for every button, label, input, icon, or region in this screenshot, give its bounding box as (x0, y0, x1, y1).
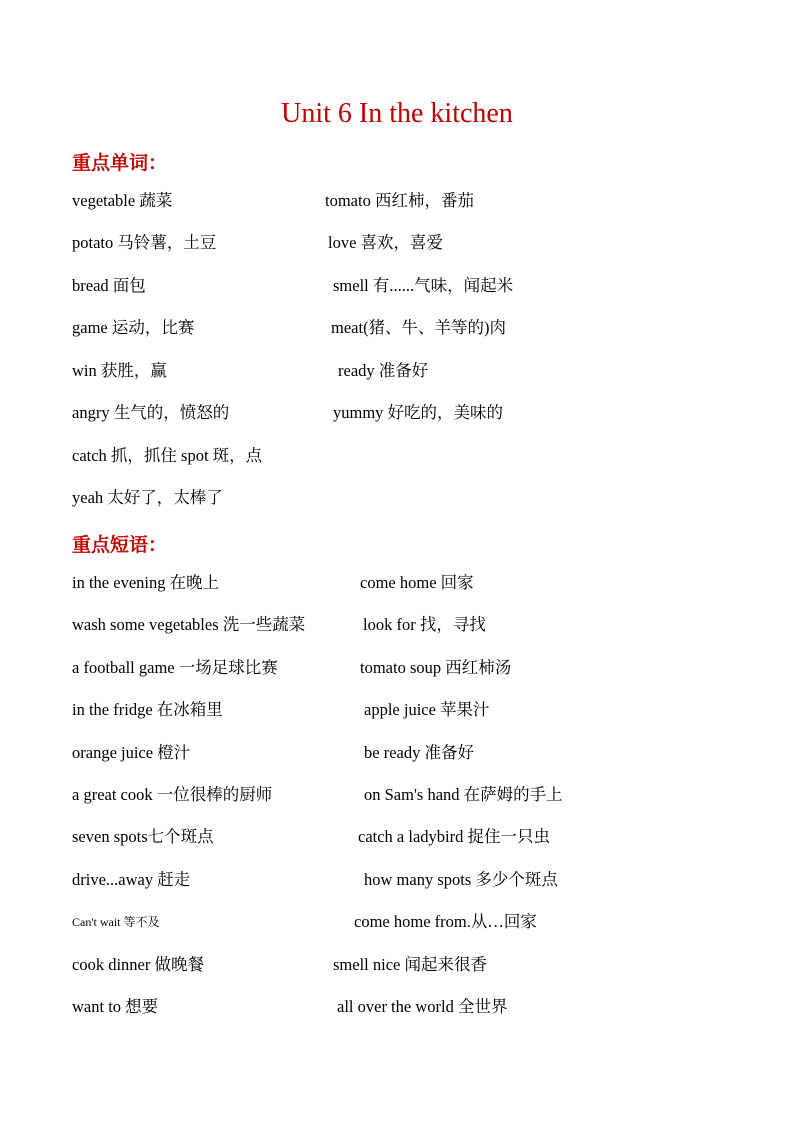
word-row (0, 189, 794, 213)
phrase-left: Can't wait 等不及 (72, 915, 160, 929)
phrase-right: on Sam's hand 在萨姆的手上 (364, 785, 563, 804)
word-left: yeah 太好了，太棒了 (72, 488, 223, 507)
phrase-row (0, 571, 794, 595)
phrase-left: a football game 一场足球比赛 (72, 658, 278, 677)
word-row (0, 274, 794, 298)
phrase-row (0, 741, 794, 765)
phrase-row (0, 910, 794, 934)
phrase-row (0, 656, 794, 680)
word-left: bread 面包 (72, 276, 146, 295)
phrase-left: orange juice 橙汁 (72, 743, 191, 762)
phrase-row (0, 868, 794, 892)
phrase-right: apple juice 苹果汁 (364, 700, 490, 719)
word-right: love 喜欢，喜爱 (328, 233, 444, 252)
phrase-row (0, 698, 794, 722)
word-right: smell 有......气味，闻起米 (333, 276, 514, 295)
phrase-left: seven spots七个斑点 (72, 827, 214, 846)
phrase-right: tomato soup 西红柿汤 (360, 658, 512, 677)
phrase-left: drive...away 赶走 (72, 870, 191, 889)
page-title: Unit 6 In the kitchen (281, 98, 513, 129)
phrase-row (0, 825, 794, 849)
word-left: potato 马铃薯，土豆 (72, 233, 217, 252)
word-row (0, 401, 794, 425)
phrase-right: smell nice 闻起来很香 (333, 955, 487, 974)
phrase-right: be ready 准备好 (364, 743, 474, 762)
phrase-row (0, 783, 794, 807)
phrases-heading: 重点短语： (72, 534, 168, 556)
phrase-left: want to 想要 (72, 997, 159, 1016)
phrase-right: how many spots 多少个斑点 (364, 870, 558, 889)
word-row (0, 231, 794, 255)
phrase-row (0, 613, 794, 637)
words-heading: 重点单词： (72, 152, 168, 174)
word-right: meat(猪、牛、羊等的)肉 (331, 318, 507, 337)
word-right: yummy 好吃的，美味的 (333, 403, 504, 422)
word-left: vegetable 蔬菜 (72, 191, 173, 210)
phrase-right: come home 回家 (360, 573, 474, 592)
word-left: catch 抓，抓住 spot 斑，点 (72, 446, 263, 465)
phrase-row (0, 995, 794, 1019)
word-left: angry 生气的，愤怒的 (72, 403, 230, 422)
phrase-left: a great cook 一位很棒的厨师 (72, 785, 273, 804)
word-row (0, 486, 794, 510)
phrase-row (0, 953, 794, 977)
word-left: game 运动，比赛 (72, 318, 195, 337)
phrase-left: cook dinner 做晚餐 (72, 955, 204, 974)
phrase-left: in the evening 在晚上 (72, 573, 220, 592)
word-right: tomato 西红柿，番茄 (325, 191, 474, 210)
word-row (0, 316, 794, 340)
word-left: win 获胜，赢 (72, 361, 167, 380)
phrase-right: catch a ladybird 捉住一只虫 (358, 827, 550, 846)
word-row (0, 359, 794, 383)
word-row (0, 444, 794, 468)
phrase-left: in the fridge 在冰箱里 (72, 700, 223, 719)
phrase-right: look for 找，寻找 (363, 615, 486, 634)
phrase-left: wash some vegetables 洗一些蔬菜 (72, 615, 306, 634)
word-right: ready 准备好 (338, 361, 429, 380)
phrase-right: come home from.从…回家 (354, 912, 537, 931)
phrase-right: all over the world 全世界 (337, 997, 508, 1016)
